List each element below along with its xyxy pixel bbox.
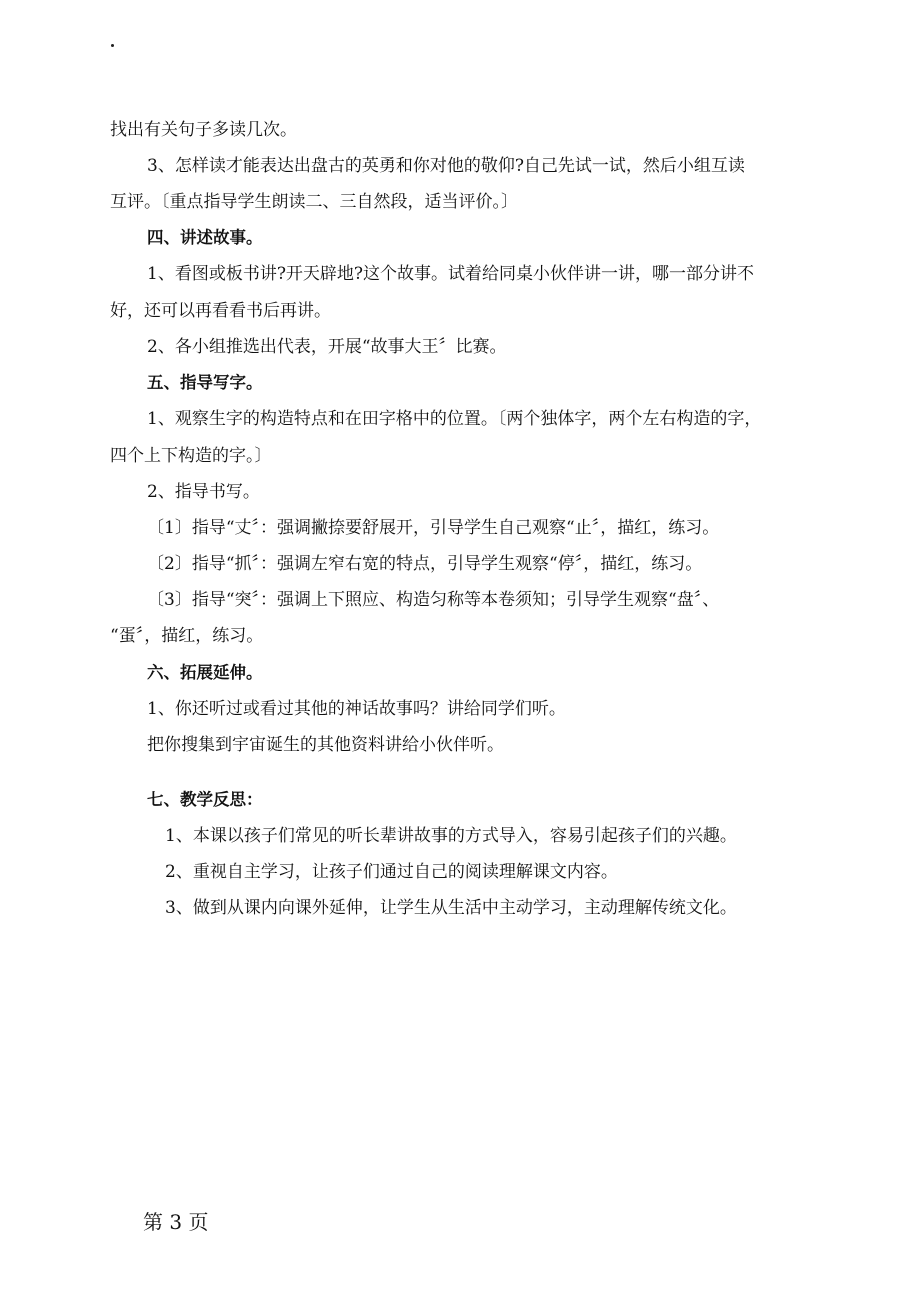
text-line: 互评。〔重点指导学生朗读二、三自然段，适当评价。〕: [110, 192, 518, 212]
text-line: 1、你还听过或看过其他的神话故事吗？讲给同学们听。: [147, 699, 566, 719]
text-line: 〔1〕指导“丈〞：强调撇捺要舒展开，引导学生自己观察“止〞，描红，练习。: [147, 518, 720, 538]
text-line: 〔2〕指导“抓〞：强调左窄右宽的特点，引导学生观察“停〞，描红，练习。: [147, 554, 703, 574]
section-heading: 六、拓展延伸。: [147, 663, 263, 682]
text-line: 1、看图或板书讲?开天辟地?这个故事。试着给同桌小伙伴讲一讲，哪一部分讲不: [147, 264, 755, 284]
text-line: 〔3〕指导“突〞：强调上下照应、构造匀称等本卷须知；引导学生观察“盘〞、: [147, 590, 720, 610]
text-line: 1、观察生字的构造特点和在田字格中的位置。〔两个独体字，两个左右构造的字，: [147, 409, 762, 429]
text-line: 找出有关句子多读几次。: [110, 120, 297, 140]
text-line: 2、各小组推选出代表，开展“故事大王〞比赛。: [147, 337, 507, 357]
header-dot: [111, 44, 114, 47]
text-line: 好，还可以再看看书后再讲。: [110, 301, 331, 321]
section-heading: 四、讲述故事。: [147, 228, 263, 247]
page-number: 第 3 页: [143, 1210, 209, 1234]
text-line: 2、指导书写。: [147, 482, 260, 502]
text-line: 把你搜集到宇宙诞生的其他资料讲给小伙伴听。: [147, 735, 504, 755]
text-line: 四个上下构造的字。〕: [110, 446, 272, 466]
text-line: 1、本课以孩子们常见的听长辈讲故事的方式导入，容易引起孩子们的兴趣。: [165, 826, 737, 846]
text-line: “蛋〞，描红，练习。: [110, 626, 264, 646]
text-line: 3、做到从课内向课外延伸，让学生从生活中主动学习，主动理解传统文化。: [165, 898, 737, 918]
section-heading: 七、教学反思：: [147, 790, 263, 809]
text-line: 2、重视自主学习，让孩子们通过自己的阅读理解课文内容。: [165, 862, 618, 882]
section-heading: 五、指导写字。: [147, 373, 263, 392]
text-line: 3、怎样读才能表达出盘古的英勇和你对他的敬仰?自己先试一试，然后小组互读: [147, 156, 745, 176]
